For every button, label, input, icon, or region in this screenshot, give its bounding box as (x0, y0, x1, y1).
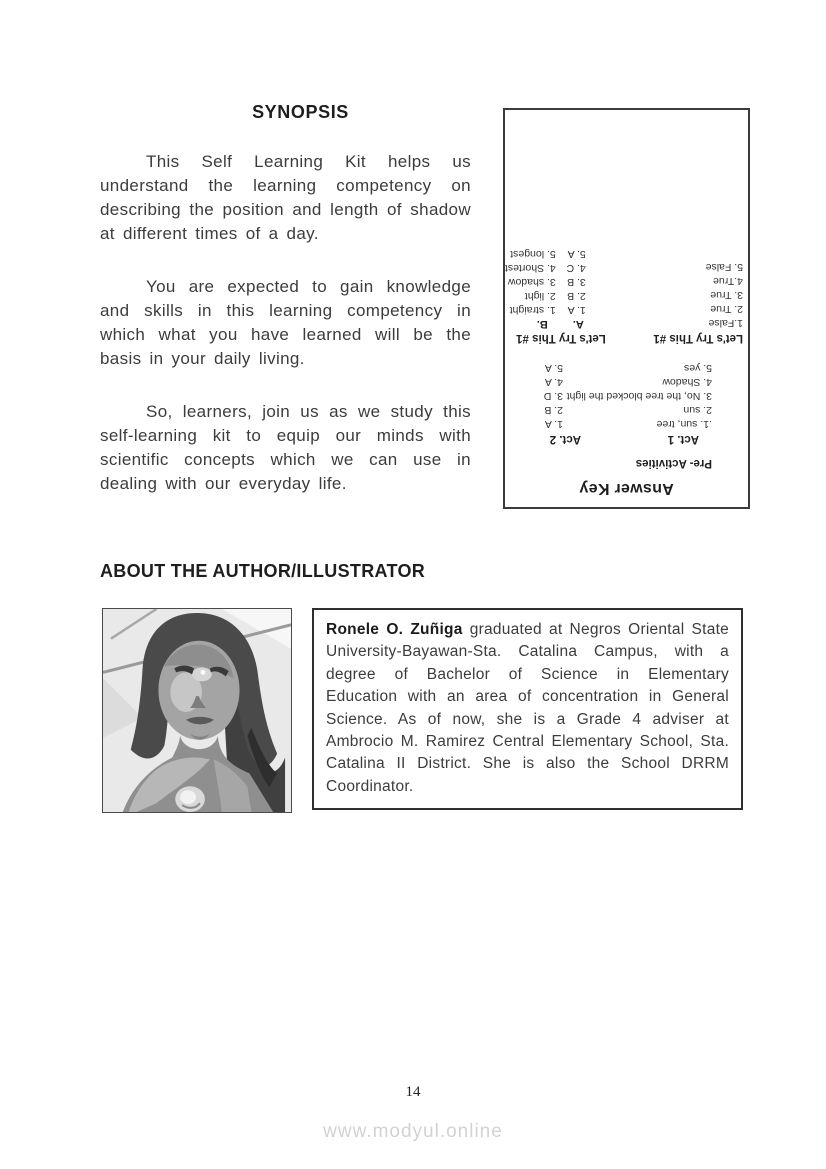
author-bio-box (312, 608, 743, 810)
answer-key-title: Answer Key (579, 480, 674, 497)
author-name: Ronele O. Zuñiga (326, 621, 463, 638)
act2-item: 1. A (544, 418, 563, 430)
lets-try-2-columns (505, 247, 606, 330)
answer-key-box (503, 108, 750, 509)
author-bio-text: graduated at Negros Oriental State University-Bayawan-Sta. Catalina Campus, with a degree of Bachelor of Science in Elementary Education with an area of concentration in General Science. As of now, she is a Grade 4 adviser at Ambrocio M. Ramirez Central Elementary School, Sta. Catalina II District. She is also the School DRRM Coordinator. (326, 621, 729, 795)
act2-header: Act. 2 (549, 433, 581, 445)
lets-try-1-item: 3. True (710, 289, 743, 301)
col-b-item: 2. light (524, 290, 556, 302)
lets-try-1-section (609, 247, 743, 345)
lets-try-1-item: 1.False (708, 317, 743, 329)
lets-try-1-item: 2. True (710, 303, 743, 315)
answer-key-rotated-content (505, 110, 748, 507)
synopsis-title: SYNOPSIS (252, 102, 349, 122)
about-title: ABOUT THE AUTHOR/ILLUSTRATOR (100, 561, 426, 581)
answer-key-subtitle: Pre- Activities (635, 457, 712, 469)
lets-try-1-item: 4.True (713, 275, 743, 287)
col-b-item: 4. Shortest (505, 262, 556, 274)
col-b-header: B. (536, 318, 548, 330)
act2-section (544, 361, 581, 446)
act2-item: 3. D (543, 390, 563, 402)
act2-item: 4. A (544, 376, 563, 388)
synopsis-section (100, 150, 471, 525)
col-a-item: 1. A (567, 304, 586, 316)
act1-item: 5. yes (683, 362, 712, 374)
author-bio (326, 619, 729, 798)
act1-item: 4. Shadow (662, 376, 712, 388)
act1-item: 3. No, the tree blocked the light (566, 390, 712, 402)
synopsis-paragraph-1: This Self Learning Kit helps us understand the learning competency on describing the position and length of shadow at different times of a day. (100, 152, 471, 243)
synopsis-paragraph-3: So, learners, join us as we study this self-learning kit to equip our minds with scientific concepts which we can use in dealing with our everyday life. (100, 402, 471, 493)
act1-item: .1. sun, tree (656, 418, 712, 430)
lets-try-1-header: Let's Try This #1 (653, 332, 743, 344)
col-a-item: 4. C (566, 262, 586, 274)
watermark: www.modyul.online (323, 1121, 503, 1142)
lets-try-2-col-b (505, 247, 556, 330)
act2-item: 5. A (544, 362, 563, 374)
col-a-item: 2. B (567, 290, 586, 302)
answer-key-activities (505, 361, 748, 446)
synopsis-paragraph-2: You are expected to gain knowledge and skills in this learning competency in which what you have learned will be the basis in your daily living. (100, 277, 471, 368)
col-b-item: 5. longest (510, 248, 556, 260)
act1-header: Act. 1 (667, 433, 699, 445)
col-a-header: A. (572, 318, 584, 330)
act1-item: 2. sun (683, 404, 712, 416)
act2-item: 2. B (544, 404, 563, 416)
lets-try-2-header: Let's Try This #1 (516, 332, 606, 344)
author-photo-illustration (103, 609, 291, 812)
col-a-item: 3. B (567, 276, 586, 288)
page-number: 14 (405, 1084, 421, 1100)
lets-try-sections (505, 247, 748, 345)
lets-try-1-item: 5. False (705, 261, 743, 273)
col-b-item: 3. shadow (507, 276, 556, 288)
author-photo (102, 608, 292, 813)
lets-try-2-section (505, 247, 606, 345)
col-b-item: 1. straight (509, 304, 556, 316)
col-a-item: 5. A (567, 248, 586, 260)
lets-try-2-col-a (556, 247, 586, 330)
